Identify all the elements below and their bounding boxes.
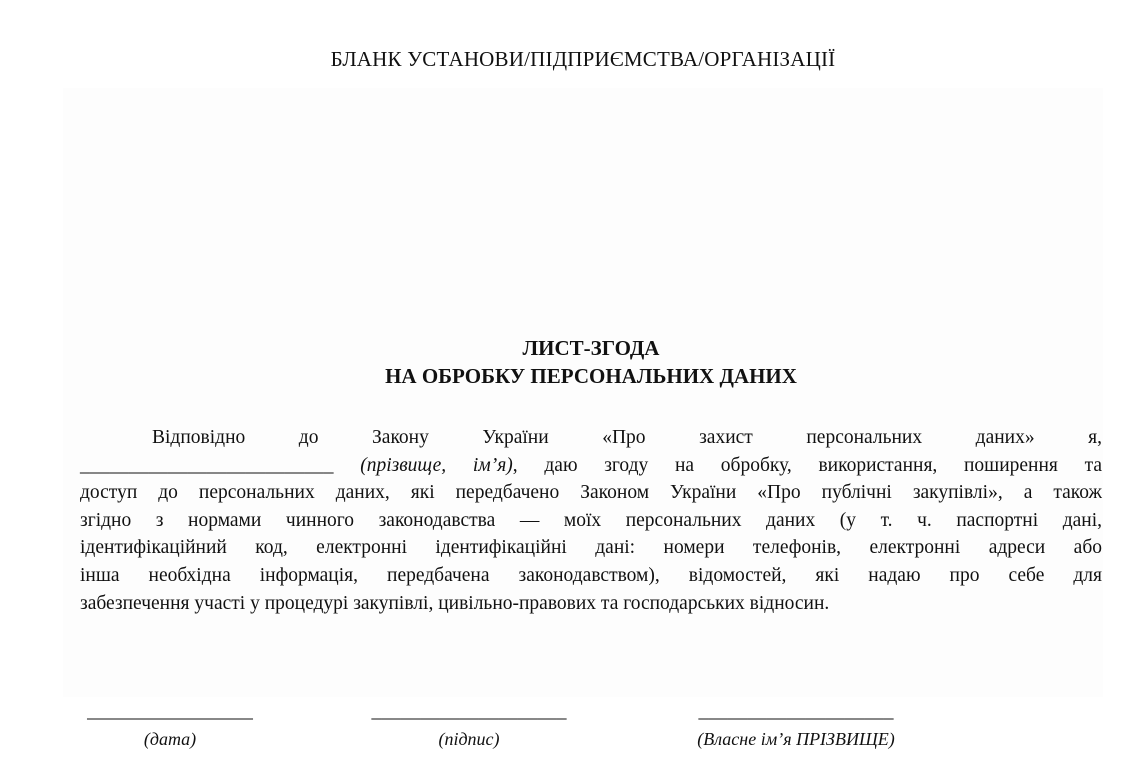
body-line-5: ідентифікаційний код, електронні ідентифікаційні дані: номери телефонів, електронні адреси або	[80, 537, 1102, 559]
body-line-7: забезпечення участі у процедурі закупівлі, цивільно-правових та господарських відносин.	[80, 592, 830, 614]
body-line-2-rest: , даю згоду на обробку, використання, поширення та	[512, 454, 1102, 476]
body-line-4: згідно з нормами чинного законодавства — моїх персональних даних (у т. ч. паспортні дані,	[80, 509, 1102, 531]
body-line-3: доступ до персональних даних, які передбачено Законом України «Про публічні закупівлі», а також	[80, 482, 1102, 504]
date-signature-label: (дата)	[143, 729, 197, 749]
body-line-1: Відповідно до Закону України «Про захист персональних даних» я,	[152, 427, 1102, 448]
name-signature-label: (Власне ім’я ПРІЗВИЩЕ)	[697, 729, 895, 749]
consent-paragraph	[80, 424, 1102, 617]
document-title	[80, 334, 1102, 390]
document-title-line-2: НА ОБРОБКУ ПЕРСОНАЛЬНИХ ДАНИХ	[385, 364, 797, 388]
body-line-6: інша необхідна інформація, передбачена законодавством), відомостей, які надаю про себе для	[80, 564, 1102, 586]
signature-line: ____________________	[371, 701, 567, 722]
document-title-line-1: ЛИСТ-ЗГОДА	[522, 336, 660, 360]
signature-label: (підпис)	[438, 729, 500, 749]
signature-block-date	[84, 702, 256, 750]
body-line-2	[80, 452, 1102, 480]
signature-block-signature	[371, 702, 567, 750]
signature-block-name	[681, 702, 911, 750]
name-signature-line: ____________________	[698, 701, 894, 722]
letterhead-placeholder: БЛАНК УСТАНОВИ/ПІДПРИЄМСТВА/ОРГАНІЗАЦІЇ	[330, 47, 836, 71]
date-signature-line: _________________	[87, 701, 253, 722]
name-fill-in-blank: __________________________	[80, 454, 334, 476]
name-hint-italic: (прізвище, ім’я)	[360, 454, 513, 476]
